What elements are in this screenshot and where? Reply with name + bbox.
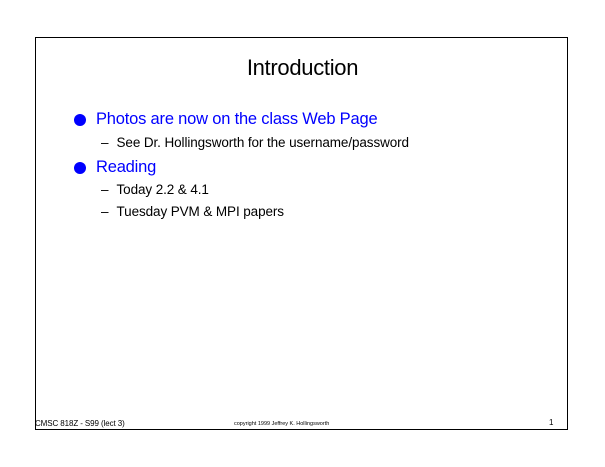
bullet-item-photos bbox=[74, 110, 377, 129]
bullet-item-reading bbox=[74, 158, 156, 177]
dash-icon: – bbox=[101, 204, 109, 219]
subitem-text: Today 2.2 & 4.1 bbox=[116, 182, 209, 197]
slide-frame bbox=[35, 37, 568, 430]
slide-title: Introduction bbox=[246, 55, 359, 80]
dash-icon: – bbox=[101, 135, 109, 150]
bullet-text: Reading bbox=[96, 158, 157, 176]
bullet-dot-icon bbox=[74, 114, 86, 126]
subitem-text: Tuesday PVM & MPI papers bbox=[116, 204, 284, 219]
subitem-username-password bbox=[101, 135, 409, 150]
subitem-text: See Dr. Hollingsworth for the username/password bbox=[116, 135, 409, 150]
bullet-dot-icon bbox=[74, 162, 86, 174]
footer-copyright: copyright 1999 Jeffrey K. Hollingsworth bbox=[234, 421, 330, 427]
dash-icon: – bbox=[101, 182, 109, 197]
subitem-today-reading bbox=[101, 182, 209, 197]
page-number: 1 bbox=[549, 418, 554, 427]
footer-course-label: CMSC 818Z - S99 (lect 3) bbox=[35, 419, 125, 428]
subitem-tuesday-reading bbox=[101, 204, 284, 219]
bullet-text: Photos are now on the class Web Page bbox=[96, 110, 378, 128]
